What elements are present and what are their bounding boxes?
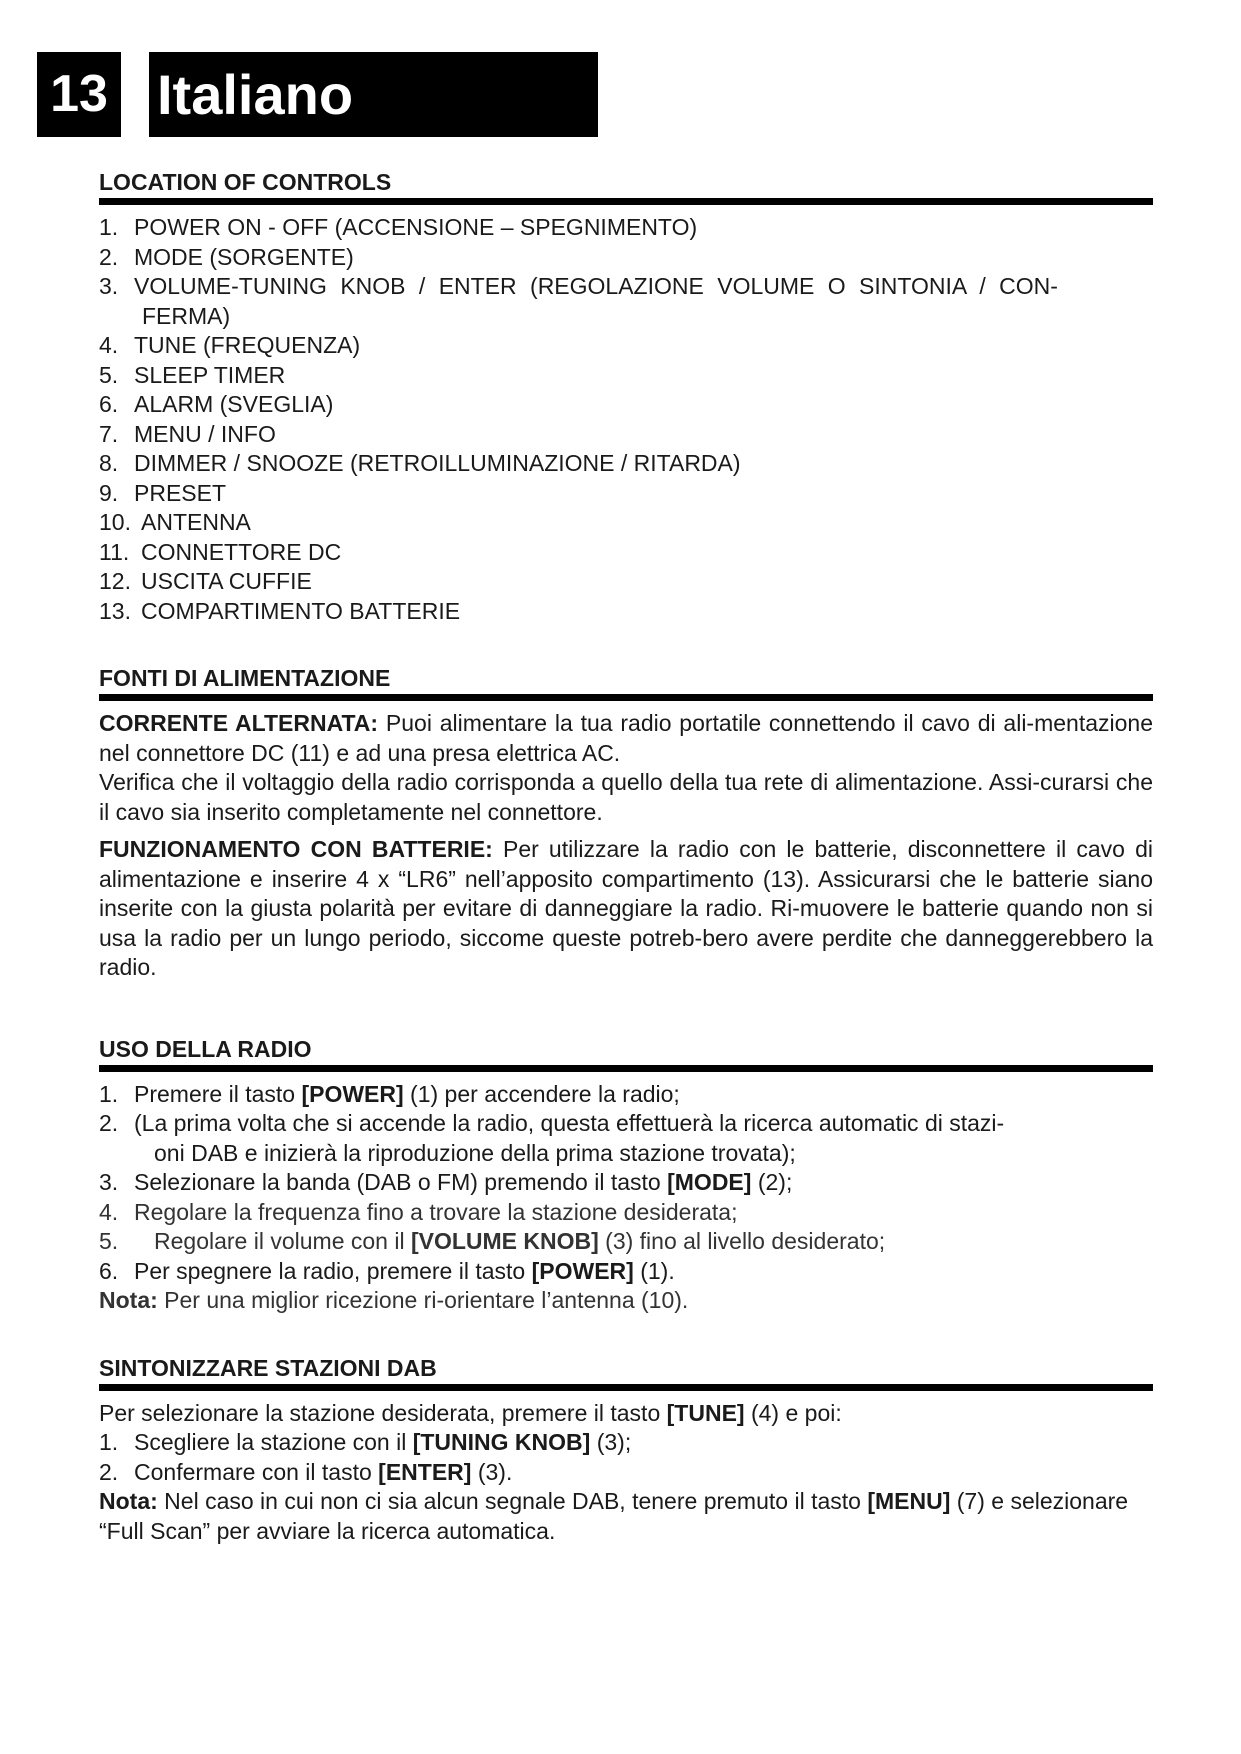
key-label: [POWER]: [531, 1257, 634, 1284]
controls-list: [99, 213, 1153, 626]
item-text: TUNE (FREQUENZA): [134, 332, 361, 358]
key-label: [VOLUME KNOB]: [410, 1228, 599, 1254]
list-item: [99, 1257, 1153, 1287]
item-text-continuation: oni DAB e inizierà la riproduzione della prima stazione trovata);: [154, 1139, 796, 1166]
item-number: 2.: [99, 243, 119, 270]
battery-paragraph: [99, 835, 1153, 983]
item-number: 12.: [99, 568, 131, 594]
item-number: 4.: [99, 1198, 119, 1225]
item-text: COMPARTIMENTO BATTERIE: [141, 597, 461, 624]
ac-paragraph-2: Verifica che il voltaggio della radio corrisponda a quello della tua rete di alimentazione. Assi-curarsi che il cavo sia inserito completamente nel connettore.: [99, 769, 1153, 825]
item-text: (3).: [471, 1458, 513, 1485]
location-of-controls-section: [99, 168, 1153, 626]
item-text: POWER ON - OFF (ACCENSIONE – SPEGNIMENTO): [134, 214, 698, 240]
intro-text: (4) e poi:: [744, 1399, 842, 1426]
item-text: ALARM (SVEGLIA): [134, 391, 334, 417]
item-number: 11.: [99, 538, 130, 565]
item-text: Scegliere la stazione con il: [134, 1429, 413, 1455]
item-text: Premere il tasto: [134, 1080, 302, 1107]
item-number: 8.: [99, 450, 119, 476]
key-label: [ENTER]: [378, 1458, 472, 1485]
list-item: [99, 272, 1153, 331]
ac-label: CORRENTE ALTERNATA:: [99, 710, 379, 736]
item-text: PRESET: [134, 479, 227, 506]
radio-use-steps: [99, 1080, 1153, 1287]
section-heading: FONTI DI ALIMENTAZIONE: [99, 664, 1153, 701]
list-item: [99, 1227, 1153, 1257]
item-text: Regolare la frequenza fino a trovare la stazione desiderata;: [134, 1198, 738, 1225]
list-item: [99, 479, 1153, 509]
dab-steps: [99, 1428, 1153, 1487]
section-heading: USO DELLA RADIO: [99, 1035, 1153, 1072]
item-text: Regolare il volume con il: [154, 1228, 411, 1254]
item-text: Per spegnere la radio, premere il tasto: [134, 1257, 532, 1284]
item-number: 6.: [99, 1257, 119, 1284]
page-number: 13: [37, 52, 121, 137]
ac-paragraph: [99, 709, 1153, 768]
item-text: (3);: [590, 1429, 632, 1455]
language-banner: Italiano: [149, 52, 598, 137]
item-text: (La prima volta che si accende la radio, questa effettuerà la ricerca automatic di stazi-: [134, 1110, 1005, 1136]
list-item: [99, 1198, 1153, 1228]
section-heading: LOCATION OF CONTROLS: [99, 168, 1153, 205]
list-item: [99, 390, 1153, 420]
item-number: 2.: [99, 1458, 119, 1485]
item-number: 6.: [99, 391, 119, 417]
list-item: [99, 213, 1153, 243]
item-text: DIMMER / SNOOZE (RETROILLUMINAZIONE / RITARDA): [134, 450, 741, 476]
item-text: MENU / INFO: [134, 420, 276, 447]
item-text: Confermare con il tasto: [134, 1458, 379, 1485]
item-text: CONNETTORE DC: [141, 538, 342, 565]
section-heading: SINTONIZZARE STAZIONI DAB: [99, 1354, 1153, 1391]
key-label: [POWER]: [301, 1080, 404, 1107]
item-number: 10.: [99, 509, 131, 535]
dab-tuning-section: [99, 1354, 1153, 1547]
list-item: [99, 420, 1153, 450]
ac-text: Puoi alimentare la tua radio portatile connettendo il cavo di ali-mentazione nel connettore DC (11) e ad una presa elettrica AC.: [99, 710, 1153, 766]
list-item: [99, 331, 1153, 361]
list-item: [99, 1458, 1153, 1488]
list-item: [99, 538, 1153, 568]
list-item: [99, 361, 1153, 391]
battery-label: FUNZIONAMENTO CON BATTERIE:: [99, 836, 493, 862]
item-text: (1).: [633, 1257, 675, 1284]
item-text-continuation: FERMA): [142, 302, 231, 329]
note-label: Nota:: [99, 1287, 158, 1313]
intro-text: Per selezionare la stazione desiderata, premere il tasto: [99, 1399, 667, 1426]
item-text: (2);: [751, 1169, 793, 1195]
item-number: 7.: [99, 420, 119, 447]
key-label: [TUNING KNOB]: [412, 1429, 591, 1455]
power-sources-section: [99, 664, 1153, 983]
note-text: Per una miglior ricezione ri-orientare l’antenna (10).: [157, 1287, 689, 1313]
list-item: [99, 508, 1153, 538]
document-body: [99, 168, 1153, 1546]
item-number: 9.: [99, 479, 119, 506]
item-number: 1.: [99, 1429, 119, 1455]
list-item: [99, 243, 1153, 273]
item-number: 13.: [99, 597, 131, 624]
radio-note: [99, 1286, 1153, 1316]
key-label: [TUNE]: [666, 1399, 745, 1426]
item-number: 1.: [99, 214, 119, 240]
list-item: [99, 1168, 1153, 1198]
note-label: Nota:: [99, 1488, 158, 1514]
item-text: SLEEP TIMER: [134, 361, 286, 388]
item-number: 3.: [99, 273, 119, 299]
item-text: (3) fino al livello desiderato;: [598, 1228, 886, 1254]
list-item: [99, 449, 1153, 479]
item-text: MODE (SORGENTE): [134, 243, 354, 270]
list-item: [99, 567, 1153, 597]
item-text: Selezionare la banda (DAB o FM) premendo il tasto: [134, 1169, 668, 1195]
list-item: [99, 597, 1153, 627]
list-item: [99, 1080, 1153, 1110]
item-text: USCITA CUFFIE: [141, 568, 312, 594]
item-number: 5.: [99, 361, 119, 388]
item-number: 2.: [99, 1110, 119, 1136]
radio-use-section: [99, 1035, 1153, 1316]
list-item: [99, 1428, 1153, 1458]
item-number: 5.: [99, 1228, 119, 1254]
item-number: 4.: [99, 332, 119, 358]
dab-intro: [99, 1399, 1153, 1429]
item-text: (1) per accendere la radio;: [403, 1080, 680, 1107]
note-text: Nel caso in cui non ci sia alcun segnale DAB, tenere premuto il tasto: [157, 1488, 868, 1514]
battery-text: Per utilizzare la radio con le batterie, disconnettere il cavo di alimentazione e inserire 4 x “LR6” nell’apposito compartimento (13). Assicurarsi che le batterie siano inserite con la giusta polarità per evitare di danneggiare la radio. Ri-muovere le batterie quando non si usa la radio per un lungo periodo, siccome queste potreb-bero avere perdite che danneggerebbero la radio.: [99, 836, 1154, 980]
item-text: ANTENNA: [141, 509, 251, 535]
key-label: [MODE]: [667, 1169, 752, 1195]
item-text: VOLUME-TUNING KNOB / ENTER (REGOLAZIONE VOLUME O SINTONIA / CON-: [134, 273, 1058, 299]
key-label: [MENU]: [867, 1488, 951, 1514]
note-text: (7) e selezionare “Full Scan” per avviare la ricerca automatica.: [99, 1488, 1129, 1544]
dab-note: [99, 1487, 1153, 1546]
item-number: 1.: [99, 1080, 119, 1107]
list-item: [99, 1109, 1153, 1168]
item-number: 3.: [99, 1169, 119, 1195]
